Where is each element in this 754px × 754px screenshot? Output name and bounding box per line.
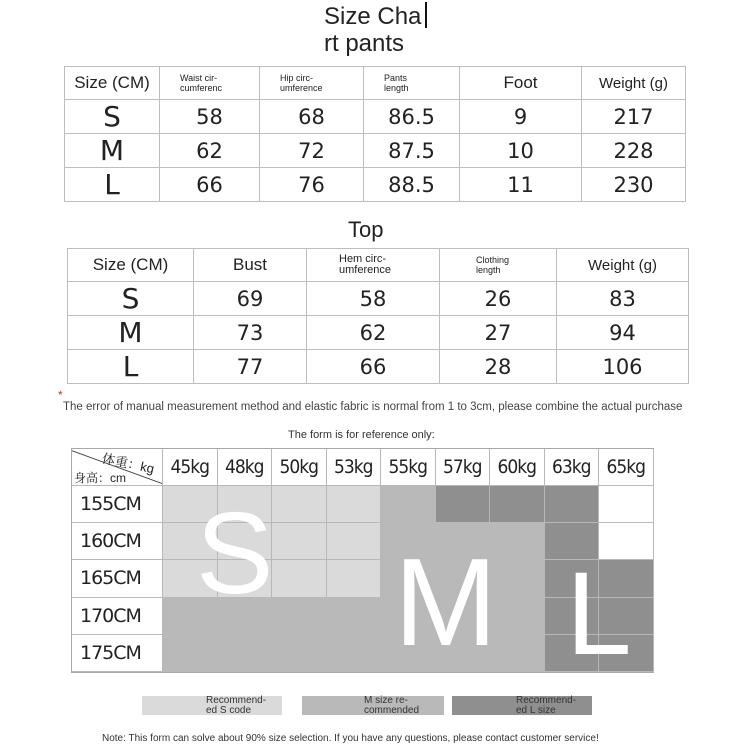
grid-cell-M bbox=[218, 635, 273, 672]
pants-header-waist: Waist cir- cumferenc bbox=[160, 67, 260, 100]
grid-cell-L bbox=[436, 486, 491, 523]
top-value-cell: 58 bbox=[307, 282, 440, 316]
top-header-bust: Bust bbox=[194, 249, 307, 282]
pants-value-cell: 87.5 bbox=[364, 134, 460, 168]
pants-value-cell: 68 bbox=[260, 100, 364, 134]
top-value-cell: 26 bbox=[440, 282, 557, 316]
grid-cell-M bbox=[163, 635, 218, 672]
grid-cell-M bbox=[490, 598, 545, 635]
top-value-cell: 66 bbox=[307, 350, 440, 384]
pants-value-cell: 10 bbox=[460, 134, 582, 168]
big-letter-L: L bbox=[566, 548, 632, 680]
grid-cell-S bbox=[272, 523, 327, 560]
pants-header-length: Pants length bbox=[364, 67, 460, 100]
pants-value-cell: 228 bbox=[582, 134, 686, 168]
top-value-cell: 106 bbox=[557, 350, 689, 384]
pants-value-cell: 9 bbox=[460, 100, 582, 134]
pants-value-cell: 217 bbox=[582, 100, 686, 134]
grid-corner-header bbox=[72, 449, 163, 486]
pants-row-s bbox=[65, 100, 686, 134]
note-star: * bbox=[58, 388, 63, 402]
grid-cell-M bbox=[327, 635, 382, 672]
height-header-155CM: 155CM bbox=[72, 486, 163, 523]
top-header-length: Clothing length bbox=[440, 249, 557, 282]
weight-header-48kg: 48kg bbox=[218, 449, 273, 486]
top-header-size: Size (CM) bbox=[68, 249, 194, 282]
weight-header-55kg: 55kg bbox=[381, 449, 436, 486]
grid-cell-M bbox=[272, 635, 327, 672]
weight-header-45kg: 45kg bbox=[163, 449, 218, 486]
reference-note: The form is for reference only: bbox=[288, 429, 435, 441]
weight-header-65kg: 65kg bbox=[599, 449, 654, 486]
pants-value-cell: 58 bbox=[160, 100, 260, 134]
pants-row-m bbox=[65, 134, 686, 168]
weight-header-63kg: 63kg bbox=[545, 449, 600, 486]
height-header-160CM: 160CM bbox=[72, 523, 163, 560]
weight-header-53kg: 53kg bbox=[327, 449, 382, 486]
big-letter-S: S bbox=[196, 488, 274, 618]
top-header-weight: Weight (g) bbox=[557, 249, 689, 282]
top-value-cell: 69 bbox=[194, 282, 307, 316]
size-recommendation-grid bbox=[71, 448, 654, 680]
top-value-cell: 77 bbox=[194, 350, 307, 384]
top-value-cell: 73 bbox=[194, 316, 307, 350]
pants-value-cell: 76 bbox=[260, 168, 364, 202]
legend-label-L: Recommend- ed L size bbox=[516, 695, 577, 716]
pants-value-cell: 66 bbox=[160, 168, 260, 202]
pants-value-cell: 230 bbox=[582, 168, 686, 202]
grid-cell-none bbox=[599, 486, 654, 523]
legend-label-S: Recommend- ed S code bbox=[206, 695, 267, 716]
top-size-table bbox=[67, 248, 689, 384]
grid-cell-M bbox=[490, 635, 545, 672]
corner-height-label: 身高：cm bbox=[74, 471, 126, 485]
top-value-cell: 94 bbox=[557, 316, 689, 350]
pants-size-cell: M bbox=[65, 134, 160, 168]
pants-size-table bbox=[64, 66, 686, 202]
grid-cell-S bbox=[327, 486, 382, 523]
top-row-s bbox=[68, 282, 689, 316]
top-value-cell: 62 bbox=[307, 316, 440, 350]
grid-cell-S bbox=[327, 523, 382, 560]
top-size-cell: M bbox=[68, 316, 194, 350]
pants-header-weight: Weight (g) bbox=[582, 67, 686, 100]
pants-header-hip: Hip circ- umference bbox=[260, 67, 364, 100]
height-header-175CM: 175CM bbox=[72, 635, 163, 672]
big-letter-M: M bbox=[394, 534, 498, 672]
pants-header-row bbox=[65, 67, 686, 100]
weight-header-60kg: 60kg bbox=[490, 449, 545, 486]
pants-value-cell: 86.5 bbox=[364, 100, 460, 134]
legend-label-M: M size re- commended bbox=[364, 695, 420, 716]
text-cursor bbox=[425, 2, 427, 28]
weight-header-57kg: 57kg bbox=[436, 449, 491, 486]
grid-cell-S bbox=[272, 560, 327, 597]
pants-size-cell: S bbox=[65, 100, 160, 134]
top-row-l bbox=[68, 350, 689, 384]
corner-weight-label: 体重：kg bbox=[100, 450, 156, 477]
grid-cell-S bbox=[272, 486, 327, 523]
pants-row-l bbox=[65, 168, 686, 202]
top-row-m bbox=[68, 316, 689, 350]
chart-title-line1: Size Cha bbox=[324, 2, 427, 31]
footer-note: Note: This form can solve about 90% size selection. If you have any questions, please contact customer service! bbox=[102, 733, 599, 744]
weight-header-50kg: 50kg bbox=[272, 449, 327, 486]
grid-cell-M bbox=[327, 598, 382, 635]
pants-header-size: Size (CM) bbox=[65, 67, 160, 100]
pants-value-cell: 72 bbox=[260, 134, 364, 168]
grid-cell-L bbox=[490, 486, 545, 523]
pants-size-cell: L bbox=[65, 168, 160, 202]
top-header-hem: Hem circ- umference bbox=[307, 249, 440, 282]
top-size-cell: L bbox=[68, 350, 194, 384]
grid-cell-S bbox=[327, 560, 382, 597]
top-value-cell: 83 bbox=[557, 282, 689, 316]
chart-title-line2: rt pants bbox=[324, 30, 405, 57]
pants-value-cell: 88.5 bbox=[364, 168, 460, 202]
grid-cell-M bbox=[381, 486, 436, 523]
top-value-cell: 28 bbox=[440, 350, 557, 384]
grid-cell-L bbox=[545, 486, 600, 523]
grid-cell-M bbox=[272, 598, 327, 635]
pants-value-cell: 62 bbox=[160, 134, 260, 168]
pants-header-foot: Foot bbox=[460, 67, 582, 100]
pants-value-cell: 11 bbox=[460, 168, 582, 202]
top-section-title: Top bbox=[348, 217, 384, 242]
height-header-165CM: 165CM bbox=[72, 560, 163, 597]
measurement-error-note: The error of manual measurement method and elastic fabric is normal from 1 to 3cm, please combine the actual purchase bbox=[63, 401, 683, 413]
grid-cell-M bbox=[490, 560, 545, 597]
top-header-row bbox=[68, 249, 689, 282]
top-value-cell: 27 bbox=[440, 316, 557, 350]
top-size-cell: S bbox=[68, 282, 194, 316]
grid-cell-M bbox=[490, 523, 545, 560]
height-header-170CM: 170CM bbox=[72, 598, 163, 635]
